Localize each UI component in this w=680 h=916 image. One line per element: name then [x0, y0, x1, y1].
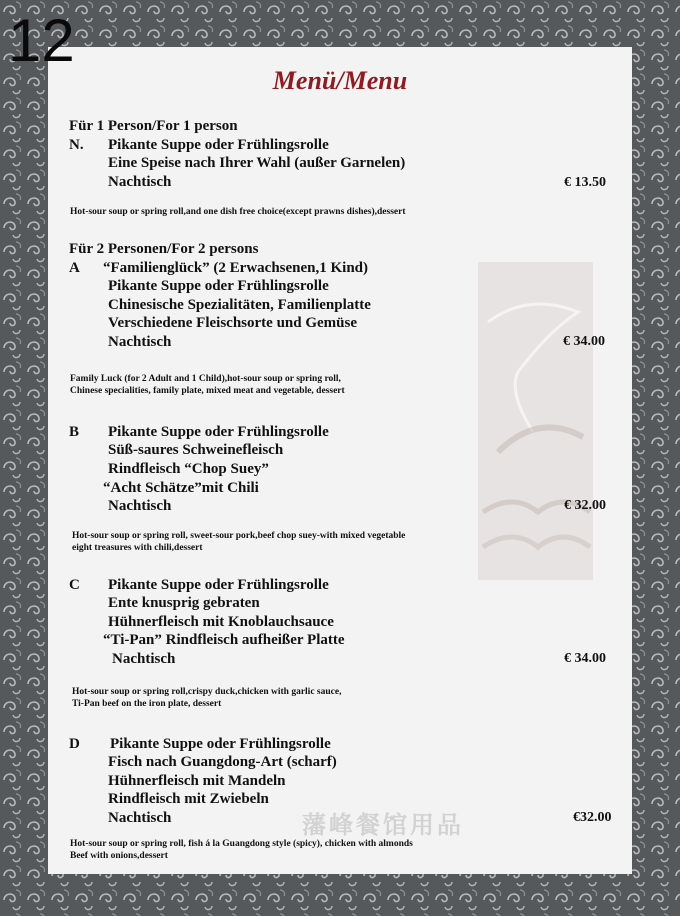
menu-d-price: €32.00	[573, 810, 612, 825]
menu-n-dish: Pikante Suppe oder Frühlingsrolle	[108, 137, 329, 153]
menu-n-price: € 13.50	[564, 175, 606, 190]
menu-b-dish: “Acht Schätze”mit Chili	[103, 480, 259, 496]
menu-n-english: Hot-sour soup or spring roll,and one dish free choice(except prawns dishes),dessert	[70, 207, 406, 217]
menu-c-dish: Ente knusprig gebraten	[108, 595, 260, 611]
menu-n-dish: Eine Speise nach Ihrer Wahl (außer Garnelen)	[108, 155, 406, 171]
shop-logo-watermark: 藩峰餐馆用品	[302, 811, 464, 839]
page-number: 12	[8, 7, 75, 74]
menu-a-dish: Chinesische Spezialitäten, Familienplatte	[108, 297, 371, 313]
menu-d-dish: Fisch nach Guangdong-Art (scharf)	[108, 754, 337, 770]
menu-letter-n: N.	[69, 137, 84, 153]
menu-d-dish: Rindfleisch mit Zwiebeln	[108, 791, 269, 807]
menu-a-dish: “Familienglück” (2 Erwachsenen,1 Kind)	[103, 260, 369, 276]
menu-c-english: Hot-sour soup or spring roll,crispy duck,chicken with garlic sauce,	[72, 687, 342, 697]
section-header-1-person: Für 1 Person/For 1 person	[69, 118, 238, 134]
menu-a-dish: Pikante Suppe oder Frühlingsrolle	[108, 278, 329, 294]
menu-b-english: eight treasures with chili,dessert	[72, 543, 203, 553]
menu-a-english: Family Luck (for 2 Adult and 1 Child),hot-sour soup or spring roll,	[70, 374, 341, 384]
menu-c-price: € 34.00	[564, 651, 606, 666]
menu-c-english: Ti-Pan beef on the iron plate, dessert	[72, 699, 222, 709]
menu-n-dish: Nachtisch	[108, 174, 172, 190]
menu-d-dish: Pikante Suppe oder Frühlingsrolle	[110, 736, 331, 752]
menu-c-dish: “Ti-Pan” Rindfleisch aufheißer Platte	[103, 632, 345, 648]
menu-c-dish: Hühnerfleisch mit Knoblauchsauce	[108, 614, 334, 630]
menu-letter-c: C	[69, 577, 80, 593]
menu-c-dish: Pikante Suppe oder Frühlingsrolle	[108, 577, 329, 593]
menu-a-english: Chinese specialities, family plate, mixed meat and vegetable, dessert	[70, 386, 345, 396]
menu-letter-a: A	[69, 260, 80, 276]
page-title: Menü/Menu	[272, 66, 408, 95]
menu-b-dish: Süß-saures Schweinefleisch	[108, 442, 284, 458]
menu-d-dish: Hühnerfleisch mit Mandeln	[108, 773, 286, 789]
menu-a-dish: Nachtisch	[108, 334, 172, 350]
menu-d-english: Beef with onions,dessert	[70, 851, 168, 861]
menu-a-dish: Verschiedene Fleischsorte und Gemüse	[108, 315, 358, 331]
menu-letter-d: D	[69, 736, 80, 752]
crane-watermark-image	[478, 262, 593, 580]
menu-d-dish: Nachtisch	[108, 810, 172, 826]
menu-a-price: € 34.00	[563, 334, 605, 349]
menu-b-dish: Nachtisch	[108, 498, 172, 514]
menu-letter-b: B	[69, 424, 80, 440]
menu-b-price: € 32.00	[564, 498, 606, 513]
menu-b-english: Hot-sour soup or spring roll, sweet-sour pork,beef chop suey-with mixed vegetable	[72, 531, 406, 541]
menu-d-english: Hot-sour soup or spring roll, fish á la Guangdong style (spicy), chicken with almonds	[70, 839, 413, 849]
section-header-2-persons: Für 2 Personen/For 2 persons	[69, 241, 259, 257]
menu-c-dish: Nachtisch	[112, 651, 176, 667]
menu-b-dish: Rindfleisch “Chop Suey”	[108, 461, 269, 477]
menu-b-dish: Pikante Suppe oder Frühlingsrolle	[108, 424, 329, 440]
